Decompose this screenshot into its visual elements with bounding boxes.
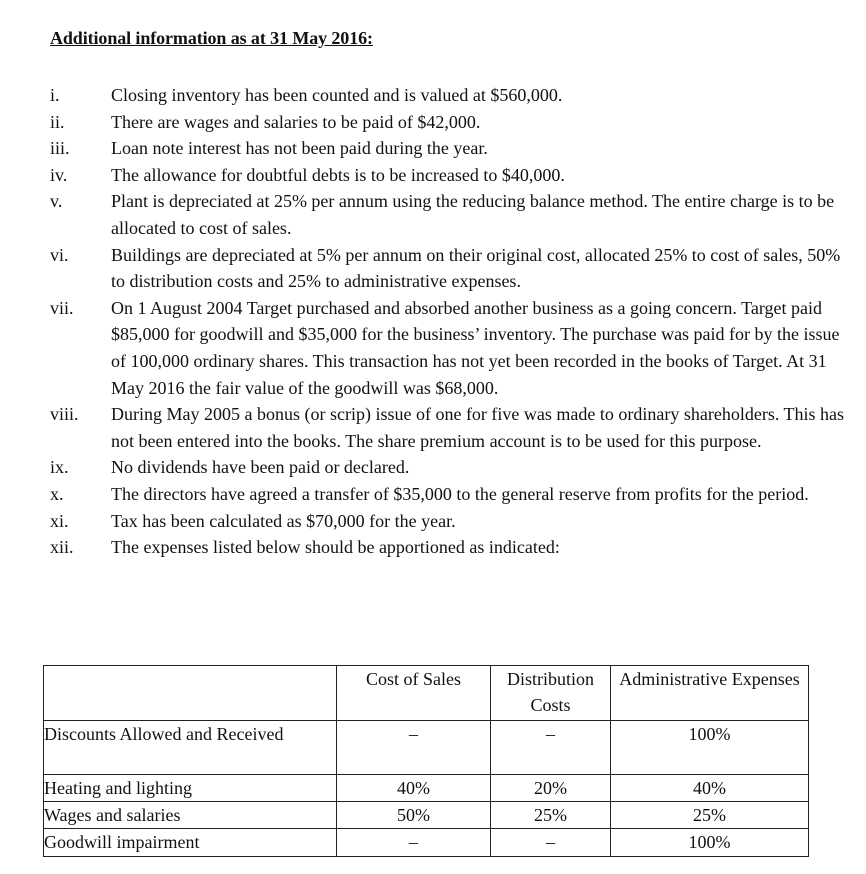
list-item <box>50 454 850 481</box>
item-text: Closing inventory has been counted and is valued at $560,000. <box>111 85 563 105</box>
table-row <box>44 829 809 857</box>
item-number: iv. <box>50 164 68 185</box>
item-number: vii. <box>50 297 74 318</box>
table-row <box>44 775 809 802</box>
additional-information-list <box>50 82 850 561</box>
item-text: During May 2005 a bonus (or scrip) issue of one for five was made to ordinary shareholders. This has not been entered into the books. The share premium account is to be used for this purpose. <box>111 404 844 451</box>
item-number: iii. <box>50 138 70 159</box>
admin-cell: 40% <box>611 775 809 802</box>
expense-apportionment-table <box>43 665 809 857</box>
list-item <box>50 401 850 454</box>
distribution-cell: – <box>491 721 611 775</box>
item-number: ix. <box>50 457 69 478</box>
admin-cell: 100% <box>611 829 809 857</box>
item-number: x. <box>50 483 64 504</box>
list-item <box>50 295 850 401</box>
header-distribution-costs: Distribution Costs <box>491 666 611 721</box>
list-item <box>50 162 850 189</box>
admin-cell: 25% <box>611 802 809 829</box>
header-blank <box>44 666 337 721</box>
cost-of-sales-cell: 50% <box>337 802 491 829</box>
cost-of-sales-cell: – <box>337 829 491 857</box>
item-text: Tax has been calculated as $70,000 for the year. <box>111 510 456 531</box>
cost-of-sales-cell: – <box>337 721 491 775</box>
item-text: There are wages and salaries to be paid of $42,000. <box>111 111 481 132</box>
list-item <box>50 109 850 136</box>
item-number: xii. <box>50 537 74 558</box>
row-label: Goodwill impairment <box>44 829 337 857</box>
item-number: vi. <box>50 244 69 265</box>
list-item <box>50 534 850 561</box>
distribution-cell: 20% <box>491 775 611 802</box>
item-number: viii. <box>50 404 79 425</box>
item-text: No dividends have been paid or declared. <box>111 457 410 478</box>
row-label: Discounts Allowed and Received <box>44 721 337 775</box>
list-item <box>50 188 850 241</box>
item-text: The allowance for doubtful debts is to be increased to $40,000. <box>111 164 565 185</box>
item-number: xi. <box>50 510 69 531</box>
admin-cell: 100% <box>611 721 809 775</box>
item-text: On 1 August 2004 Target purchased and absorbed another business as a going concern. Target paid $85,000 for goodwill and $35,000 for the business’ inventory. The purchase was paid for by the issue of 100,000 ordinary shares. This transaction has not yet been recorded in the books of Target. At 31 May 2016 the fair value of the goodwill was $68,000. <box>111 297 840 398</box>
distribution-cell: – <box>491 829 611 857</box>
table-row <box>44 802 809 829</box>
cost-of-sales-cell: 40% <box>337 775 491 802</box>
item-number: v. <box>50 191 63 212</box>
item-number: i. <box>50 85 60 105</box>
table-header-row <box>44 666 809 721</box>
header-cost-of-sales: Cost of Sales <box>337 666 491 721</box>
item-text: The expenses listed below should be apportioned as indicated: <box>111 537 560 558</box>
list-item <box>50 82 850 109</box>
row-label: Wages and salaries <box>44 802 337 829</box>
list-item <box>50 242 850 295</box>
item-text: The directors have agreed a transfer of $35,000 to the general reserve from profits for the period. <box>111 483 809 504</box>
item-text: Plant is depreciated at 25% per annum using the reducing balance method. The entire charge is to be allocated to cost of sales. <box>111 191 835 238</box>
row-label: Heating and lighting <box>44 775 337 802</box>
list-item <box>50 135 850 162</box>
list-item <box>50 481 850 508</box>
item-text: Loan note interest has not been paid during the year. <box>111 138 488 159</box>
table-row <box>44 721 809 775</box>
header-administrative-expenses: Administrative Expenses <box>611 666 809 721</box>
page-title: Additional information as at 31 May 2016: <box>50 28 373 48</box>
list-item <box>50 508 850 535</box>
item-text: Buildings are depreciated at 5% per annum on their original cost, allocated 25% to cost of sales, 50% to distribution costs and 25% to administrative expenses. <box>111 244 841 292</box>
distribution-cell: 25% <box>491 802 611 829</box>
item-number: ii. <box>50 111 65 132</box>
